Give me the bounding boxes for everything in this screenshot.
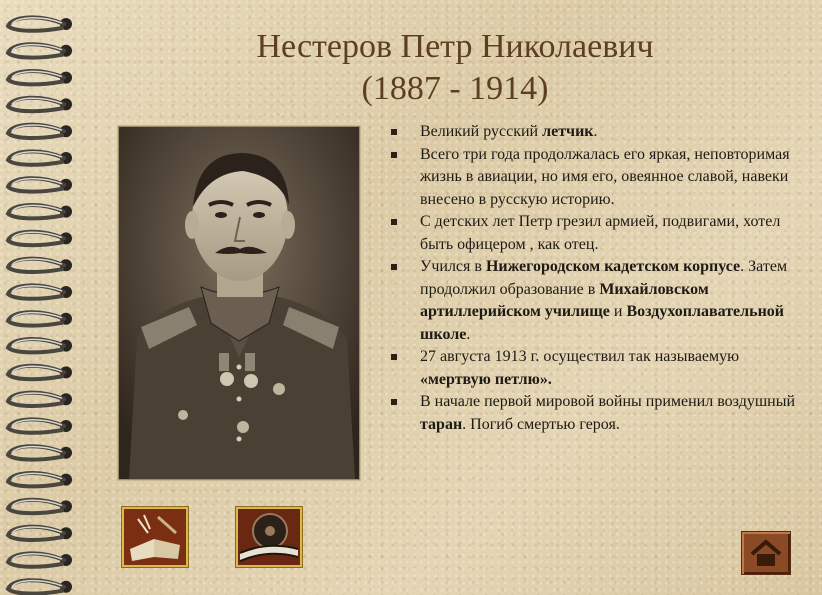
spiral-ring xyxy=(8,259,72,272)
spiral-ring xyxy=(8,366,72,379)
list-text: . xyxy=(593,123,598,140)
spiral-ring xyxy=(8,473,72,486)
list-text: . xyxy=(466,325,471,343)
list-text: С детских лет Петр грезил армией, подвигами, хотел быть офицером , как отец. xyxy=(420,213,781,253)
book-button[interactable] xyxy=(122,507,188,567)
bold-text: «мертвую петлю». xyxy=(420,370,552,388)
spiral-ring xyxy=(8,446,72,459)
list-text: Великий русский xyxy=(420,123,543,140)
title-years: (1887 - 1914) xyxy=(361,70,549,107)
spiral-ring xyxy=(8,339,72,352)
spiral-ring xyxy=(8,125,72,138)
bold-text: летчик xyxy=(542,123,594,140)
spiral-ring xyxy=(8,178,72,191)
bullet-marker-icon xyxy=(391,264,397,270)
spiral-ring xyxy=(8,205,72,218)
spiral-ring xyxy=(8,580,72,593)
bold-text: Михайловском артиллерийском училище xyxy=(420,280,709,320)
bold-text: Воздухоплавательной школе xyxy=(420,303,785,343)
open-book-icon xyxy=(124,509,186,565)
bullet-marker-icon xyxy=(391,399,397,405)
list-item xyxy=(388,211,808,256)
biography-list xyxy=(388,121,808,436)
spiral-ring xyxy=(8,17,72,30)
spiral-ring xyxy=(8,285,72,298)
list-text: Всего три года продолжалась его яркая, неповторимая жизнь в авиации, но имя его, овеянное славой, навеки внесено в русскую историю. xyxy=(420,145,790,208)
spiral-ring xyxy=(8,500,72,513)
spiral-ring xyxy=(8,553,72,566)
list-text: . Погиб смертью героя. xyxy=(462,415,620,433)
list-text: 27 августа 1913 г. осуществил так называемую xyxy=(420,348,740,365)
bullet-marker-icon xyxy=(391,354,397,360)
spiral-ring xyxy=(8,71,72,84)
spiral-ring xyxy=(8,151,72,164)
list-text: . Затем продолжил образование в xyxy=(420,258,788,298)
list-item xyxy=(388,391,808,436)
list-text: Учился в xyxy=(420,258,486,275)
spiral-ring xyxy=(8,393,72,406)
portrait-photo xyxy=(118,126,360,480)
spiral-ring xyxy=(8,98,72,111)
bold-text: таран xyxy=(420,415,463,433)
page-title xyxy=(150,26,760,110)
spiral-ring xyxy=(8,232,72,245)
bullet-marker-icon xyxy=(391,219,397,225)
portrait-image xyxy=(119,127,359,479)
list-item xyxy=(388,346,808,391)
title-name: Нестеров Петр Николаевич xyxy=(256,28,654,65)
bold-text: Нижегородском кадетском корпусе xyxy=(485,258,741,275)
home-button[interactable] xyxy=(741,531,791,575)
spiral-ring xyxy=(8,419,72,432)
film-reel-icon xyxy=(238,509,300,565)
spiral-binding xyxy=(0,0,90,595)
list-item xyxy=(388,256,808,346)
spiral-ring xyxy=(8,312,72,325)
list-item xyxy=(388,144,808,212)
list-item xyxy=(388,121,808,144)
home-icon xyxy=(742,532,790,574)
bullet-marker-icon xyxy=(391,129,397,135)
bullet-marker-icon xyxy=(391,152,397,158)
list-text: и xyxy=(609,303,627,320)
list-text: В начале первой мировой войны применил воздушный xyxy=(420,393,796,410)
spiral-ring xyxy=(8,44,72,57)
spiral-ring xyxy=(8,527,72,540)
film-button[interactable] xyxy=(236,507,302,567)
